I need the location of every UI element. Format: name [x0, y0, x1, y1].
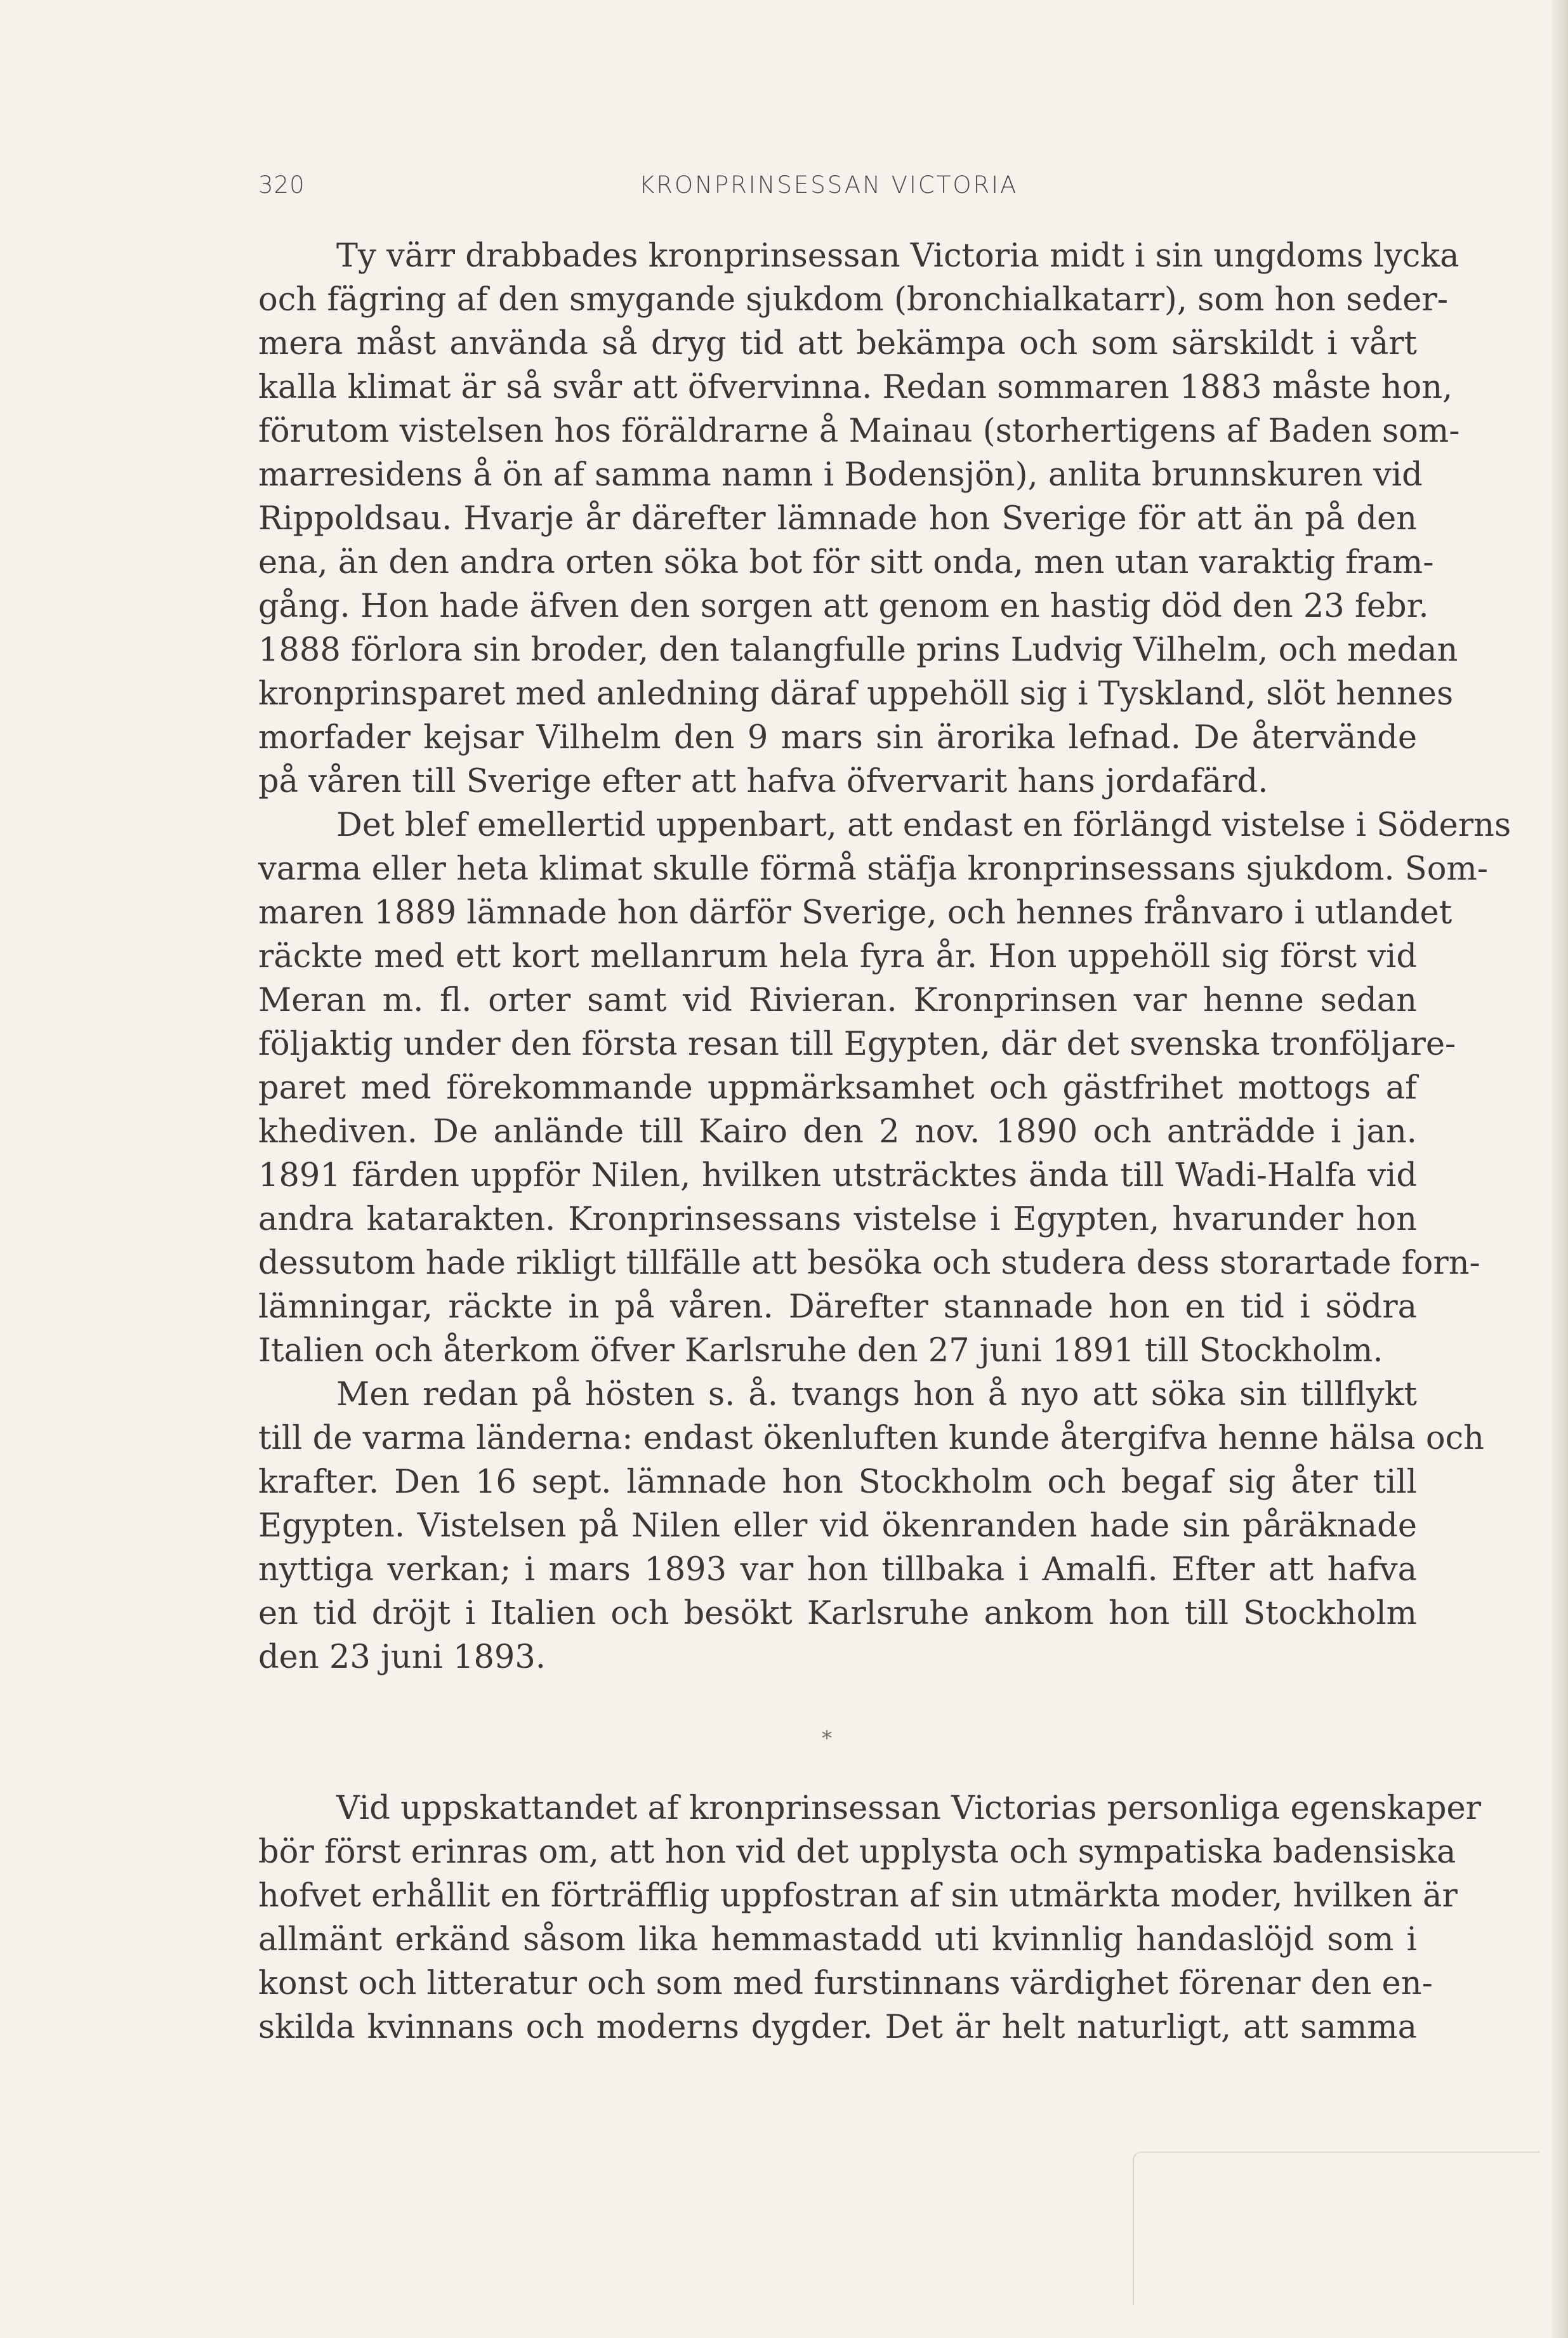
- text-line: allmänt erkänd såsom lika hemmastadd uti kvinnlig handaslöjd som i: [258, 1921, 1417, 1958]
- text-line: Men redan på hösten s. å. tvangs hon å nyo att söka sin tillflykt: [336, 1376, 1417, 1413]
- text-line: en tid dröjt i Italien och besökt Karlsruhe ankom hon till Stockholm: [258, 1595, 1417, 1632]
- text-line: 1888 förlora sin broder, den talangfulle prins Ludvig Vilhelm, och medan: [258, 631, 1458, 669]
- text-line: konst och litteratur och som med furstinnans värdighet förenar den en-: [258, 1965, 1433, 2002]
- text-line: mera måst använda så dryg tid att bekämpa och som särskildt i vårt: [258, 325, 1417, 362]
- text-line: krafter. Den 16 sept. lämnade hon Stockholm och begaf sig åter till: [258, 1463, 1417, 1501]
- text-line: marresidens å ön af samma namn i Bodensjön), anlita brunnskuren vid: [258, 456, 1423, 494]
- running-title: KRONPRINSESSAN VICTORIA: [639, 171, 1018, 199]
- text-line: Italien och återkom öfver Karlsruhe den 27 juni 1891 till Stockholm.: [258, 1332, 1383, 1370]
- text-line: den 23 juni 1893.: [258, 1639, 546, 1676]
- text-line: kalla klimat är så svår att öfvervinna. Redan sommaren 1883 måste hon,: [258, 369, 1453, 406]
- text-line: khediven. De anlände till Kairo den 2 nov. 1890 och anträdde i jan.: [258, 1113, 1417, 1151]
- text-line: ena, än den andra orten söka bot för sitt onda, men utan varaktig fram-: [258, 544, 1434, 581]
- text-line: förutom vistelsen hos föräldrarne å Mainau (storhertigens af Baden som-: [258, 413, 1460, 450]
- text-line: lämningar, räckte in på våren. Därefter stannade hon en tid i södra: [258, 1288, 1417, 1326]
- text-line: maren 1889 lämnade hon därför Sverige, och hennes frånvaro i utlandet: [258, 894, 1453, 932]
- text-line: kronprinsparet med anledning däraf uppehöll sig i Tyskland, slöt hennes: [258, 675, 1454, 713]
- text-line: Det blef emellertid uppenbart, att endast en förlängd vistelse i Söderns: [336, 807, 1512, 844]
- text-line: på våren till Sverige efter att hafva öfvervarit hans jordafärd.: [258, 763, 1268, 800]
- text-line: Rippoldsau. Hvarje år därefter lämnade hon Sverige för att än på den: [258, 500, 1417, 538]
- text-line: paret med förekommande uppmärksamhet och gästfrihet mottogs af: [258, 1069, 1417, 1107]
- text-line: 1891 färden uppför Nilen, hvilken utsträcktes ända till Wadi-Halfa vid: [258, 1157, 1417, 1194]
- text-line: Ty värr drabbades kronprinsessan Victoria midt i sin ungdoms lycka: [336, 237, 1459, 275]
- text-line: nyttiga verkan; i mars 1893 var hon tillbaka i Amalfi. Efter att hafva: [258, 1551, 1417, 1588]
- text-line: Egypten. Vistelsen på Nilen eller vid ökenranden hade sin påräknade: [258, 1507, 1417, 1545]
- text-line: gång. Hon hade äfven den sorgen att genom en hastig död den 23 febr.: [258, 588, 1429, 625]
- text-line: till de varma länderna: endast ökenluften kunde återgifva henne hälsa och: [258, 1420, 1484, 1457]
- section-asterism: *: [822, 1726, 832, 1750]
- page-number: 320: [258, 171, 305, 199]
- text-line: andra katarakten. Kronprinsessans vistelse i Egypten, hvarunder hon: [258, 1201, 1417, 1238]
- text-line: bör först erinras om, att hon vid det upplysta och sympatiska badensiska: [258, 1833, 1456, 1871]
- text-line: varma eller heta klimat skulle förmå stäfja kronprinsessans sjukdom. Som-: [258, 850, 1488, 888]
- page-edge: [1552, 0, 1568, 2338]
- text-line: morfader kejsar Vilhelm den 9 mars sin ärorika lefnad. De återvände: [258, 719, 1417, 756]
- text-line: räckte med ett kort mellanrum hela fyra år. Hon uppehöll sig först vid: [258, 938, 1417, 975]
- text-line: följaktig under den första resan till Egypten, där det svenska tronföljare-: [258, 1026, 1456, 1063]
- running-head: [258, 166, 1417, 204]
- text-line: skilda kvinnans och moderns dygder. Det är helt naturligt, att samma: [258, 2009, 1417, 2046]
- text-line: Vid uppskattandet af kronprinsessan Victorias personliga egenskaper: [336, 1790, 1482, 1827]
- text-line: dessutom hade rikligt tillfälle att besöka och studera dess storartade forn-: [258, 1245, 1480, 1282]
- text-line: och fägring af den smygande sjukdom (bronchialkatarr), som hon seder-: [258, 281, 1449, 319]
- paper-impression: [1133, 2151, 1540, 2305]
- text-line: Meran m. fl. orter samt vid Rivieran. Kronprinsen var henne sedan: [258, 982, 1417, 1019]
- text-line: hofvet erhållit en förträfflig uppfostran af sin utmärkta moder, hvilken är: [258, 1877, 1458, 1915]
